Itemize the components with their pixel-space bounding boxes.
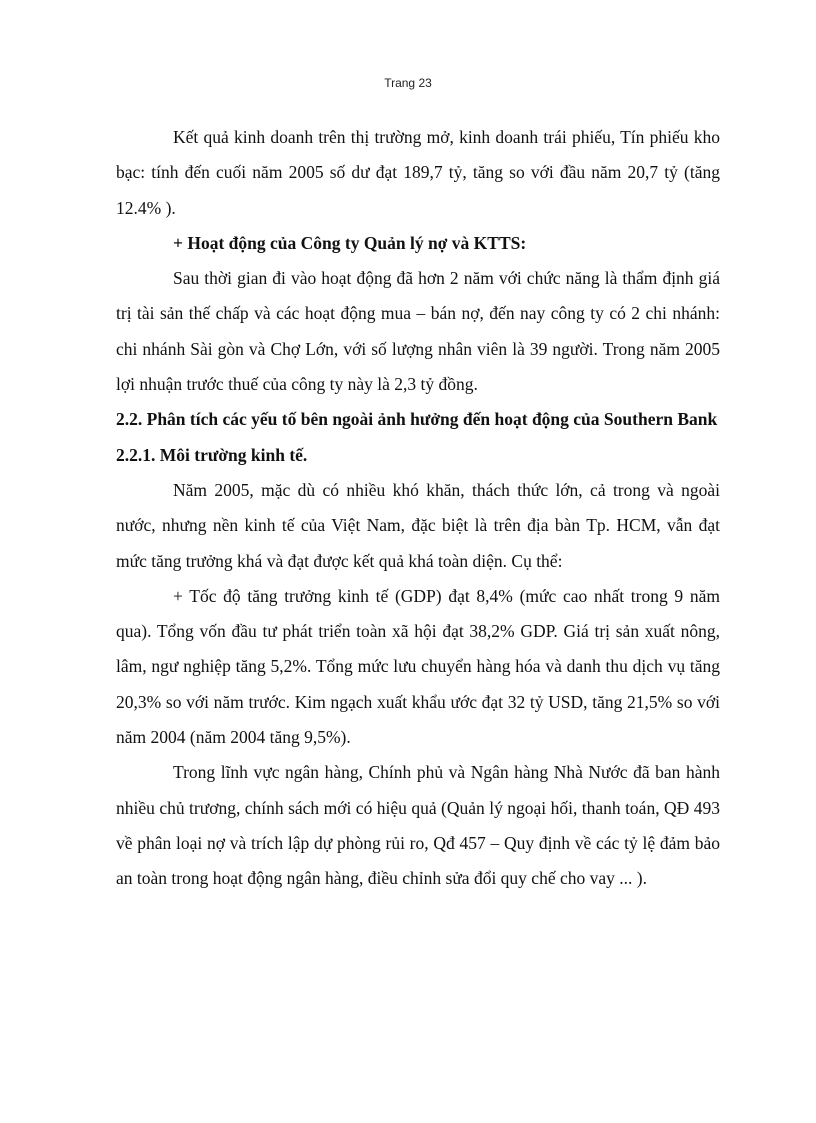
document-body [116,120,720,897]
heading-debt-management-company: + Hoạt động của Công ty Quản lý nợ và KTTS: [173,232,527,253]
paragraph-banking-policy: Trong lĩnh vực ngân hàng, Chính phủ và Ngân hàng Nhà Nước đã ban hành nhiều chủ trương, chính sách mới có hiệu quả (Quản lý ngoại hối, thanh toán, QĐ 493 về phân loại nợ và trích lập dự phòng rủi ro, Qđ 457 – Quy định về các tỷ lệ đảm bảo an toàn trong hoạt động ngân hàng, điều chỉnh sửa đổi quy chế cho vay ... ). [116,762,720,889]
paragraph-economy-2005: Năm 2005, mặc dù có nhiều khó khăn, thách thức lớn, cả trong và ngoài nước, nhưng nền kinh tế của Việt Nam, đặc biệt là trên địa bàn Tp. HCM, vẫn đạt mức tăng trưởng khá và đạt được kết quả khá toàn diện. Cụ thể: [116,479,720,571]
section-heading-external-factors: 2.2. Phân tích các yếu tố bên ngoài ảnh hưởng đến hoạt động của Southern Bank [116,409,718,430]
paragraph-trading-results: Kết quả kinh doanh trên thị trường mở, kinh doanh trái phiếu, Tín phiếu kho bạc: tính đến cuối năm 2005 số dư đạt 189,7 tỷ, tăng so với đầu năm 20,7 tỷ (tăng 12.4% ). [116,127,720,218]
paragraph-debt-company-activity: Sau thời gian đi vào hoạt động đã hơn 2 năm với chức năng là thẩm định giá trị tài sản thế chấp và các hoạt động mua – bán nợ, đến nay công ty có 2 chi nhánh: chi nhánh Sài gòn và Chợ Lớn, với số lượng nhân viên là 39 người. Trong năm 2005 lợi nhuận trước thuế của công ty này là 2,3 tỷ đồng. [116,268,720,395]
page-number-header: Trang 23 [384,76,432,90]
subsection-heading-economic-environment: 2.2.1. Môi trường kinh tế. [116,444,308,465]
paragraph-gdp-growth: + Tốc độ tăng trưởng kinh tế (GDP) đạt 8,4% (mức cao nhất trong 9 năm qua). Tổng vốn đầu tư phát triển toàn xã hội đạt 38,2% GDP. Giá trị sản xuất nông, lâm, ngư nghiệp tăng 5,2%. Tổng mức lưu chuyển hàng hóa và danh thu dịch vụ tăng 20,3% so với năm trước. Kim ngạch xuất khẩu ước đạt 32 tỷ USD, tăng 21,5% so với năm 2004 (năm 2004 tăng 9,5%). [116,585,720,748]
